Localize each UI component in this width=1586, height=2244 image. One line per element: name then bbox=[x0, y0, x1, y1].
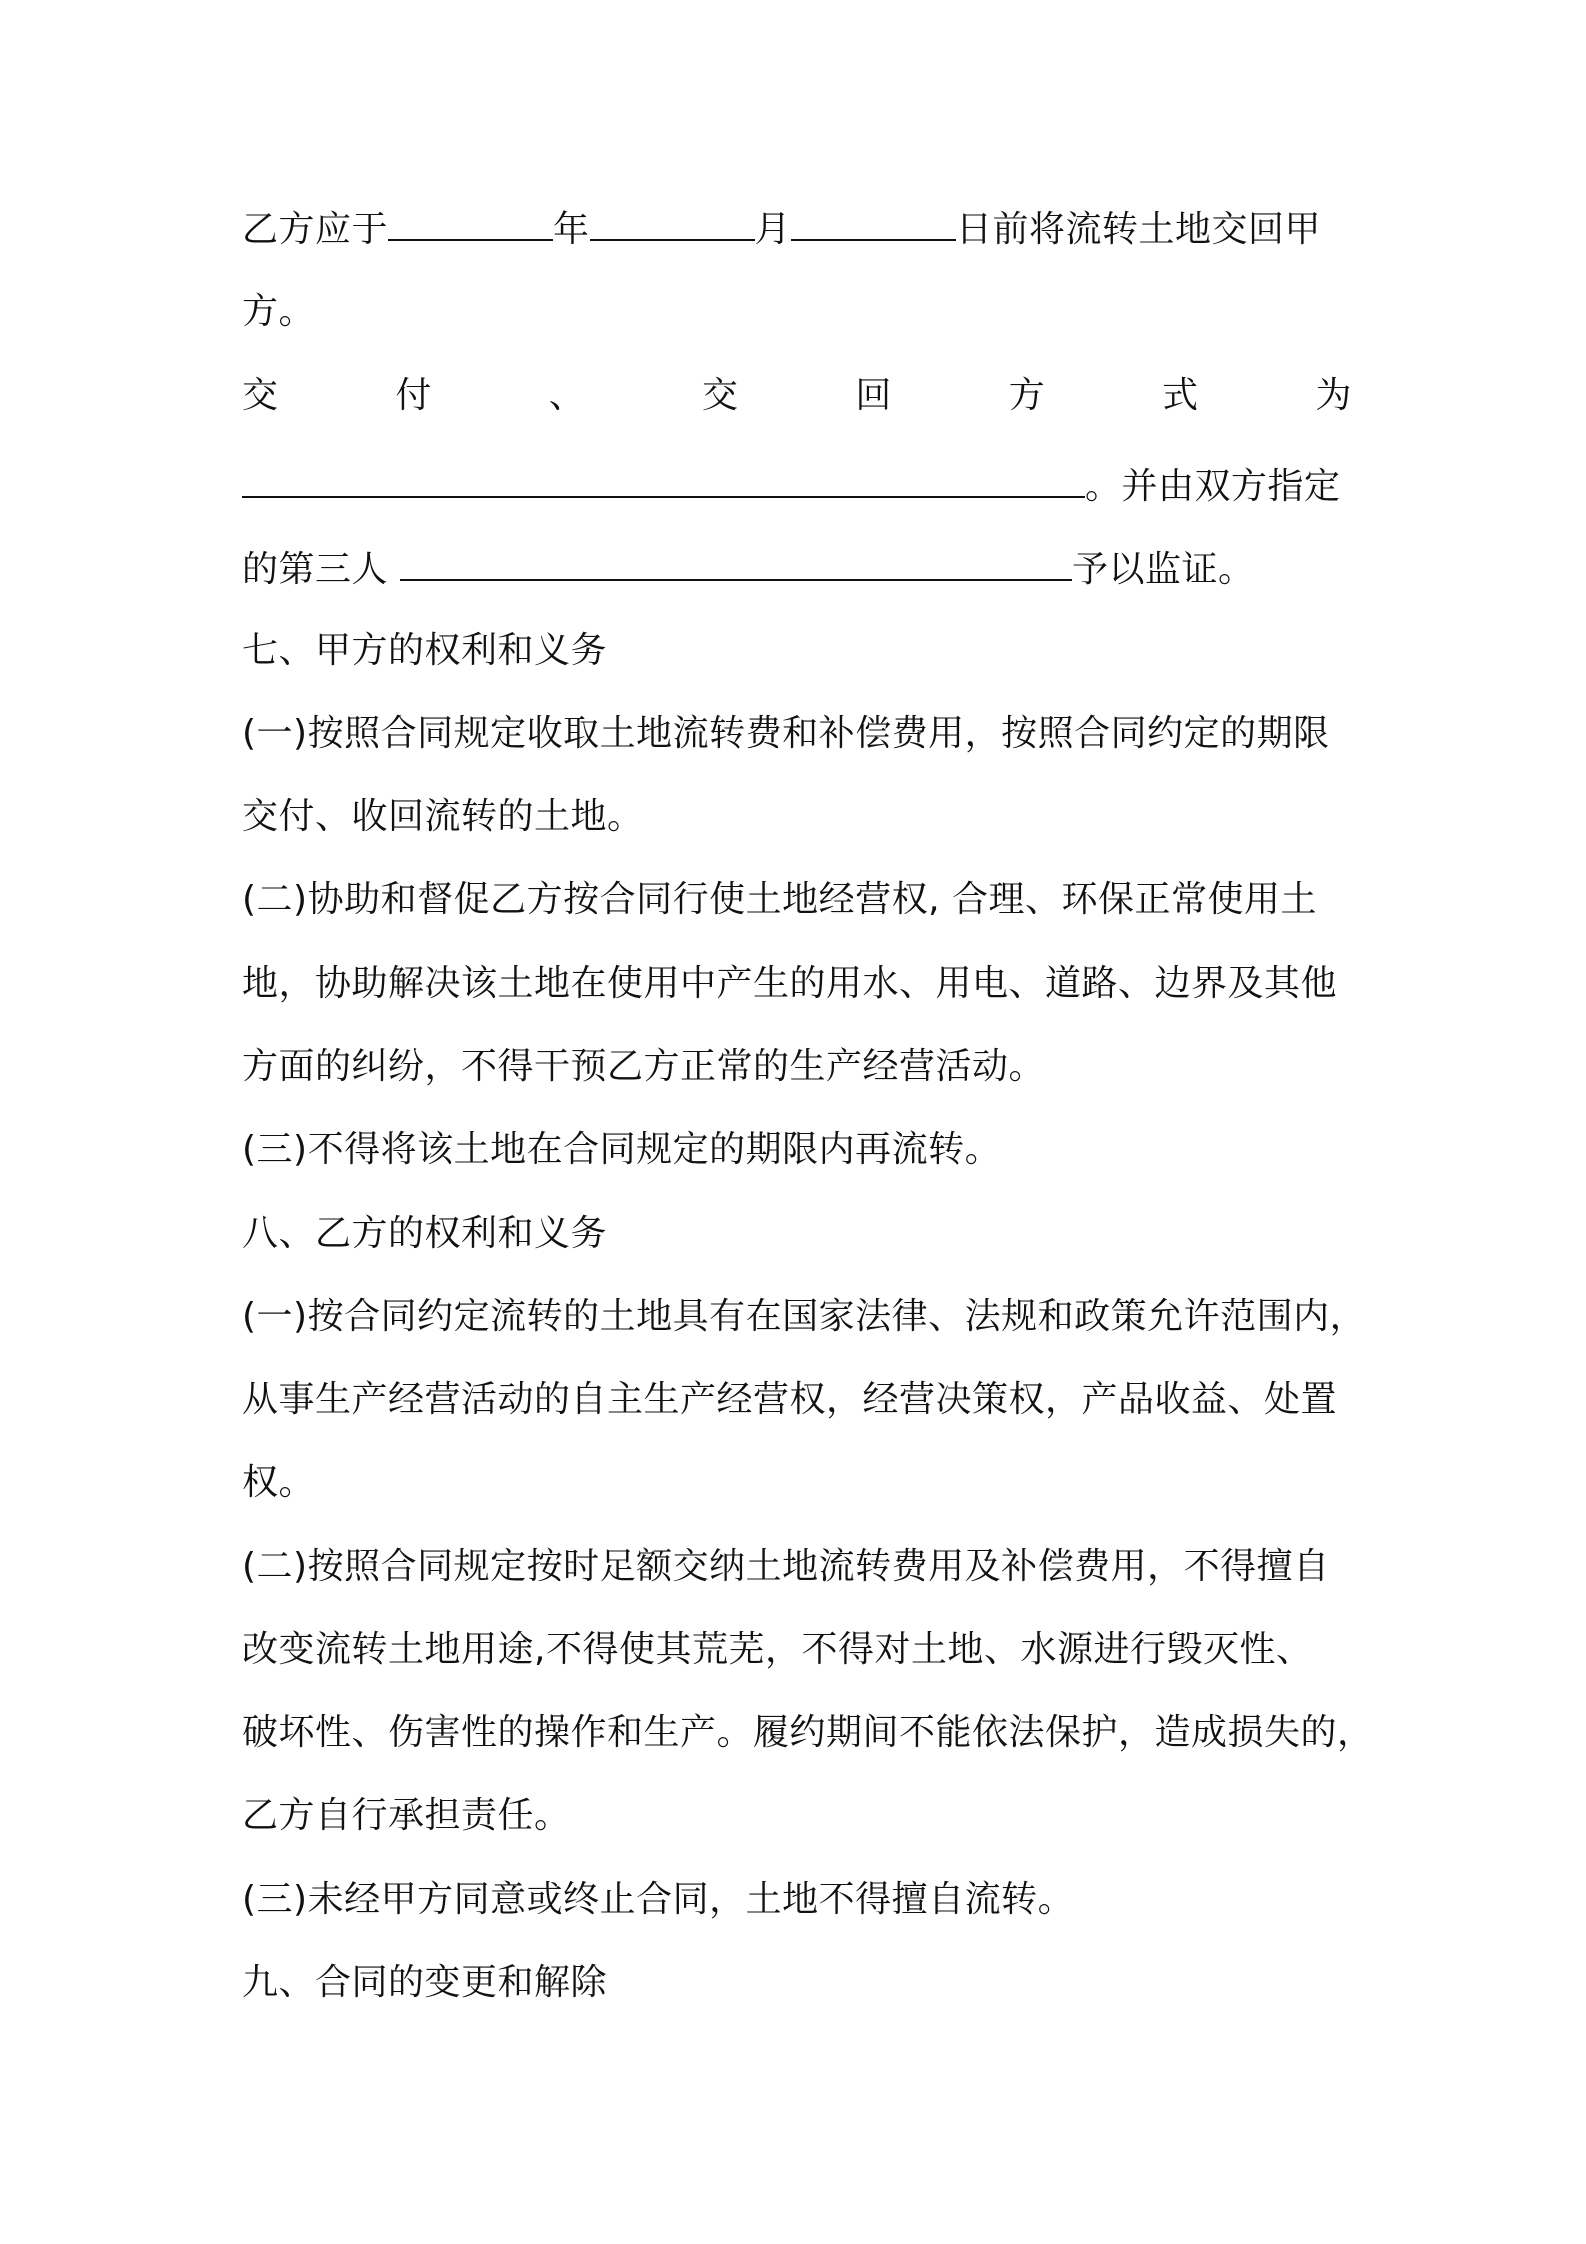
paragraph-line: 破坏性、伤害性的操作和生产。履约期间不能依法保护，造成损失的， bbox=[242, 1712, 1374, 1753]
delivery-method-line bbox=[242, 372, 1352, 420]
text-segment: 乙方应于 bbox=[242, 209, 389, 250]
third-party-line bbox=[242, 545, 1254, 594]
spread-char: 式 bbox=[1162, 375, 1199, 416]
paragraph-line: 交付、收回流转的土地。 bbox=[242, 796, 644, 837]
paragraph-line: (一)按照合同规定收取土地流转费和补偿费用，按照合同约定的期限 bbox=[242, 713, 1330, 754]
text-segment: 年 bbox=[553, 209, 590, 250]
paragraph-line: 乙方自行承担责任。 bbox=[242, 1795, 571, 1836]
paragraph-line: (一)按合同约定流转的土地具有在国家法律、法规和政策允许范围内， bbox=[242, 1296, 1367, 1337]
third-party-blank bbox=[400, 545, 1072, 581]
paragraph-line: (二)按照合同规定按时足额交纳土地流转费用及补偿费用，不得擅自 bbox=[242, 1546, 1330, 1587]
text-segment: 月 bbox=[754, 209, 792, 250]
text-segment: 日前将流转土地交回甲 bbox=[956, 209, 1322, 250]
year-blank bbox=[388, 205, 553, 241]
spread-char: 为 bbox=[1315, 375, 1352, 416]
paragraph-line: 从事生产经营活动的自主生产经营权，经营决策权，产品收益、处置 bbox=[242, 1379, 1338, 1420]
text-segment: 的第三人 bbox=[242, 549, 400, 590]
spread-char: 回 bbox=[855, 375, 892, 416]
paragraph-line: 方。 bbox=[242, 291, 316, 332]
section-heading: 九、合同的变更和解除 bbox=[242, 1962, 608, 2003]
paragraph-line: 方面的纠纷，不得干预乙方正常的生产经营活动。 bbox=[242, 1046, 1046, 1087]
paragraph-line: 地，协助解决该土地在使用中产生的用水、用电、道路、边界及其他 bbox=[242, 963, 1338, 1004]
month-blank bbox=[590, 205, 755, 241]
return-date-line bbox=[242, 205, 1321, 254]
method-blank bbox=[242, 462, 1085, 498]
section-heading: 八、乙方的权利和义务 bbox=[242, 1213, 608, 1254]
paragraph-line: 权。 bbox=[242, 1462, 316, 1503]
text-segment: 予以监证。 bbox=[1071, 549, 1255, 590]
text-segment: 。并由双方指定 bbox=[1085, 466, 1341, 507]
spread-char: 方 bbox=[1008, 375, 1046, 416]
day-blank bbox=[791, 205, 956, 241]
spread-char: 、 bbox=[548, 375, 586, 416]
spread-char: 交 bbox=[702, 375, 739, 416]
paragraph-line: (三)不得将该土地在合同规定的期限内再流转。 bbox=[242, 1129, 1002, 1170]
paragraph-line: (二)协助和督促乙方按合同行使土地经营权, 合理、环保正常使用土 bbox=[242, 879, 1317, 920]
paragraph-line: (三)未经甲方同意或终止合同，土地不得擅自流转。 bbox=[242, 1879, 1075, 1920]
method-blank-line bbox=[242, 462, 1341, 511]
spread-char: 付 bbox=[395, 375, 432, 416]
paragraph-line: 改变流转土地用途,不得使其荒芜，不得对土地、水源进行毁灭性、 bbox=[242, 1629, 1313, 1670]
section-heading: 七、甲方的权利和义务 bbox=[242, 630, 608, 671]
spread-char: 交 bbox=[242, 375, 279, 416]
